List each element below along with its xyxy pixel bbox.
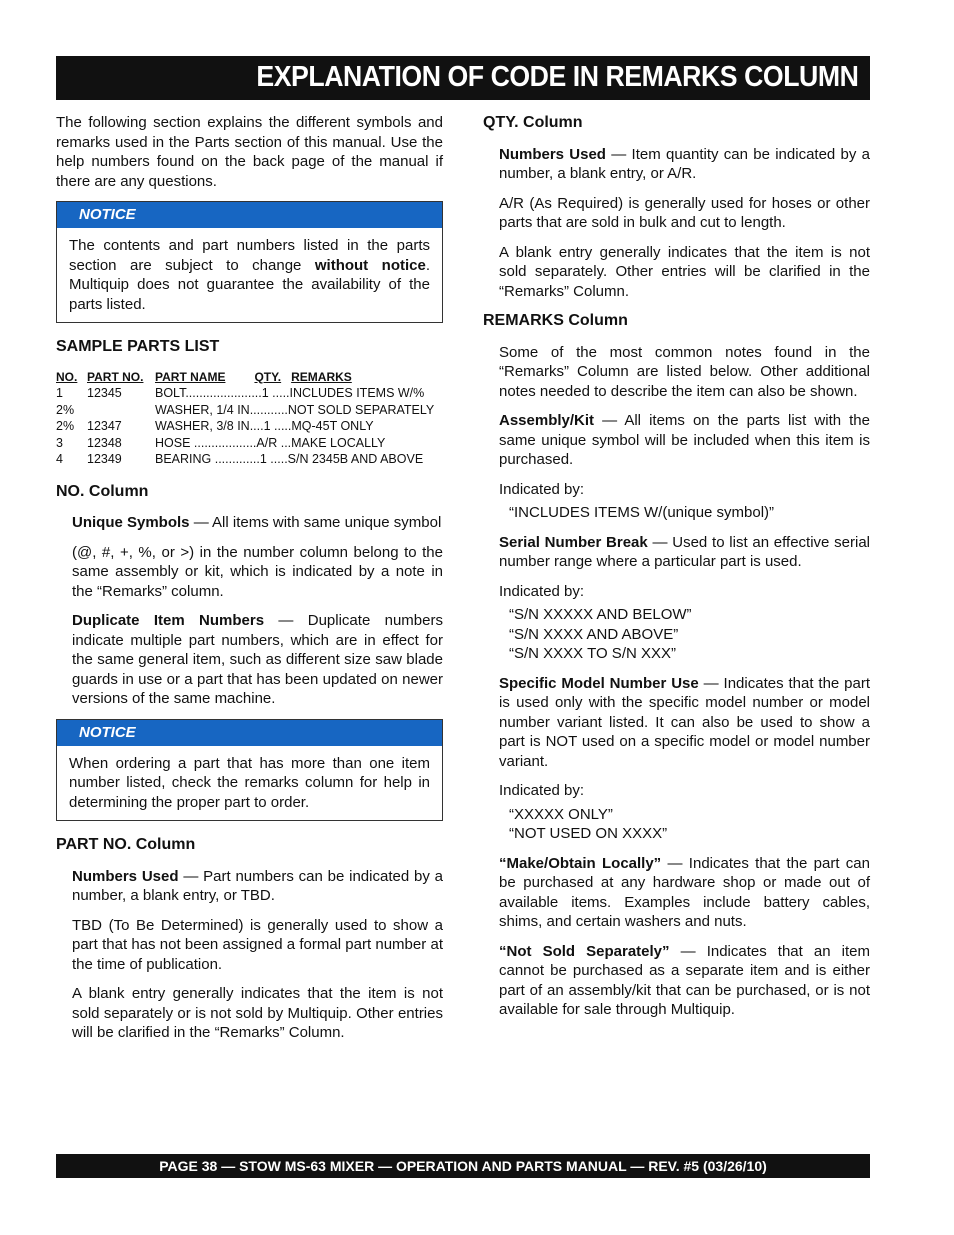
- quote-line: “INCLUDES ITEMS W/(unique symbol)”: [509, 504, 775, 521]
- page-footer: PAGE 38 — STOW MS-63 MIXER — OPERATION AND PARTS MANUAL — REV. #5 (03/26/10): [56, 1154, 870, 1178]
- right-column: [483, 113, 870, 1030]
- tbd-paragraph: TBD (To Be Determined) is generally used to show a part that has not been assigned a formal part number at the time of publication.: [72, 916, 443, 973]
- unique-symbols-label: Unique Symbols: [72, 514, 190, 531]
- no-column-section: [56, 513, 443, 709]
- qty-numbers-used-paragraph: [499, 145, 870, 184]
- notice-label: NOTICE: [57, 720, 442, 746]
- quote-line: “NOT USED ON XXXX”: [509, 825, 668, 842]
- remarks-intro: Some of the most common notes found in the “Remarks” Column are listed below. Other additional notes needed to describe the item can also be shown.: [499, 343, 870, 400]
- assembly-quote: [499, 503, 870, 523]
- remarks-column-section: [483, 343, 870, 1020]
- model-label: Specific Model Number Use: [499, 674, 699, 692]
- notice-bold: without notice: [314, 256, 426, 274]
- cell-name: HOSE ..................A/R ...MAKE LOCALLY: [155, 435, 386, 450]
- cell-no: 2%: [56, 402, 75, 417]
- notice-text-end: . Multiquip does not guarantee the availability of the parts listed.: [69, 256, 430, 313]
- unique-symbols-paragraph: [72, 513, 443, 533]
- unique-symbols-text: — All items with same unique symbol: [189, 514, 442, 531]
- sample-parts-table: [56, 369, 443, 468]
- symbols-paragraph: (@, #, +, %, or >) in the number column belong to the same assembly or kit, which is indicated by a note in the “Remarks” column.: [72, 543, 443, 600]
- cell-name: WASHER, 1/4 IN...........NOT SOLD SEPARATELY: [155, 402, 435, 417]
- header-no: NO.: [56, 369, 78, 384]
- cell-name: BOLT......................1 .....INCLUDES ITEMS W/%: [155, 386, 425, 400]
- indicated-by: Indicated by:: [499, 782, 585, 799]
- left-column: [56, 113, 443, 1053]
- duplicate-label: Duplicate Item Numbers: [72, 612, 265, 629]
- assembly-label: Assembly/Kit: [499, 412, 595, 429]
- page-title: EXPLANATION OF CODE IN REMARKS COLUMN: [255, 61, 858, 93]
- model-quotes: [499, 805, 870, 844]
- make-locally-label: “Make/Obtain Locally”: [499, 854, 662, 872]
- no-column-heading: NO. Column: [56, 482, 149, 500]
- table-row: [56, 385, 443, 402]
- header-name: PART NAME: [155, 369, 226, 384]
- numbers-used-label: Numbers Used: [499, 145, 606, 163]
- cell-part: 12345: [87, 386, 122, 400]
- part-blank-paragraph: A blank entry generally indicates that the item is not sold separately or is not sold by Multiquip. Other entries will be clarified in the “Remarks” Column.: [72, 985, 443, 1041]
- model-text: — Indicates that the part is used only with the specific model number or model number variant listed. It can also be used to show a part is NOT used on a specific model or model number variant.: [499, 674, 870, 770]
- cell-no: 2%: [56, 419, 75, 433]
- serial-paragraph: [499, 533, 870, 572]
- table-row: [56, 435, 443, 452]
- notice-text-start: The contents and part numbers listed in the parts section are subject to change: [69, 237, 430, 274]
- not-sold-text: — Indicates that an item cannot be purchased as a separate item and is either part of an assembly/kit that can be purchased, or is not available for sale through Multiquip.: [499, 942, 871, 1018]
- indicated-by: Indicated by:: [499, 480, 585, 498]
- title-bar: [56, 56, 870, 100]
- ar-paragraph: A/R (As Required) is generally used for hoses or other parts that are sold in bulk and cut to length.: [499, 194, 870, 231]
- header-part-name: [155, 369, 443, 386]
- qty-column-heading: QTY. Column: [483, 114, 583, 131]
- duplicate-text: — Duplicate numbers indicate multiple part numbers, which are in effect for the same general item, such as different size saw blade guards in use or a part that has been updated on newer versions of the same machine.: [72, 612, 443, 707]
- part-numbers-used-paragraph: [72, 867, 443, 906]
- numbers-used-text: — Item quantity can be indicated by a number, a blank entry, or A/R.: [499, 145, 870, 182]
- part-column-section: [56, 867, 443, 1043]
- serial-label: Serial Number Break: [499, 533, 648, 551]
- assembly-paragraph: [499, 411, 870, 470]
- header-part-no: PART NO.: [87, 369, 144, 384]
- sample-parts-heading: SAMPLE PARTS LIST: [56, 338, 220, 355]
- cell-part: 12348: [87, 435, 122, 450]
- qty-blank-paragraph: A blank entry generally indicates that the item is not sold separately. Other entries will be clarified in the “Remarks” Column.: [499, 243, 870, 300]
- cell-no: 3: [56, 435, 63, 450]
- serial-quotes: [499, 605, 870, 664]
- numbers-used-label: Numbers Used: [72, 867, 179, 885]
- table-row: [56, 418, 443, 435]
- serial-text: — Used to list an effective serial number range where a particular part is used.: [499, 533, 870, 570]
- table-row: [56, 402, 443, 419]
- part-column-heading: PART NO. Column: [56, 836, 196, 853]
- table-header-row: [56, 369, 443, 386]
- numbers-used-text: — Part numbers can be indicated by a number, a blank entry, or TBD.: [72, 867, 443, 904]
- assembly-text: — All items on the parts list with the same unique symbol will be included when this item is purchased.: [499, 412, 870, 468]
- notice-box-2: [56, 719, 443, 822]
- quote-line: “S/N XXXX TO S/N XXX”: [509, 645, 676, 662]
- intro-paragraph: The following section explains the different symbols and remarks used in the Parts section of this manual. Use the help numbers found on the back page of the manual if there are any questions.: [56, 114, 443, 190]
- notice-text: When ordering a part that has more than one item number listed, check the remarks column for help in determining the proper part to order.: [69, 754, 430, 811]
- model-paragraph: [499, 674, 870, 772]
- header-remarks: REMARKS: [291, 369, 352, 384]
- not-sold-label: “Not Sold Separately”: [499, 942, 670, 960]
- cell-name: WASHER, 3/8 IN....1 .....MQ-45T ONLY: [155, 419, 374, 433]
- table-row: [56, 451, 443, 468]
- indicated-by: Indicated by:: [499, 582, 585, 600]
- notice-text: [57, 228, 442, 322]
- header-qty: QTY.: [254, 369, 282, 384]
- notice-box-1: [56, 201, 443, 323]
- not-sold-paragraph: [499, 942, 870, 1020]
- quote-line: “S/N XXXX AND ABOVE”: [509, 625, 679, 643]
- cell-part: 12347: [87, 419, 122, 433]
- cell-part: [87, 402, 155, 419]
- quote-line: “XXXXX ONLY”: [509, 805, 613, 823]
- cell-no: 4: [56, 452, 63, 466]
- duplicate-paragraph: [72, 611, 443, 709]
- notice-label: NOTICE: [57, 202, 442, 228]
- make-locally-text: — Indicates that the part can be purchased at any hardware shop or made out of available items. Examples include battery cables, shims, and certain washers and nuts.: [499, 854, 870, 930]
- make-locally-paragraph: [499, 854, 870, 932]
- cell-name: BEARING .............1 .....S/N 2345B AND ABOVE: [155, 452, 424, 466]
- remarks-column-heading: REMARKS Column: [483, 312, 628, 329]
- cell-no: 1: [56, 386, 63, 400]
- qty-column-section: [483, 145, 870, 302]
- cell-part: 12349: [87, 452, 122, 466]
- quote-line: “S/N XXXXX AND BELOW”: [509, 606, 692, 623]
